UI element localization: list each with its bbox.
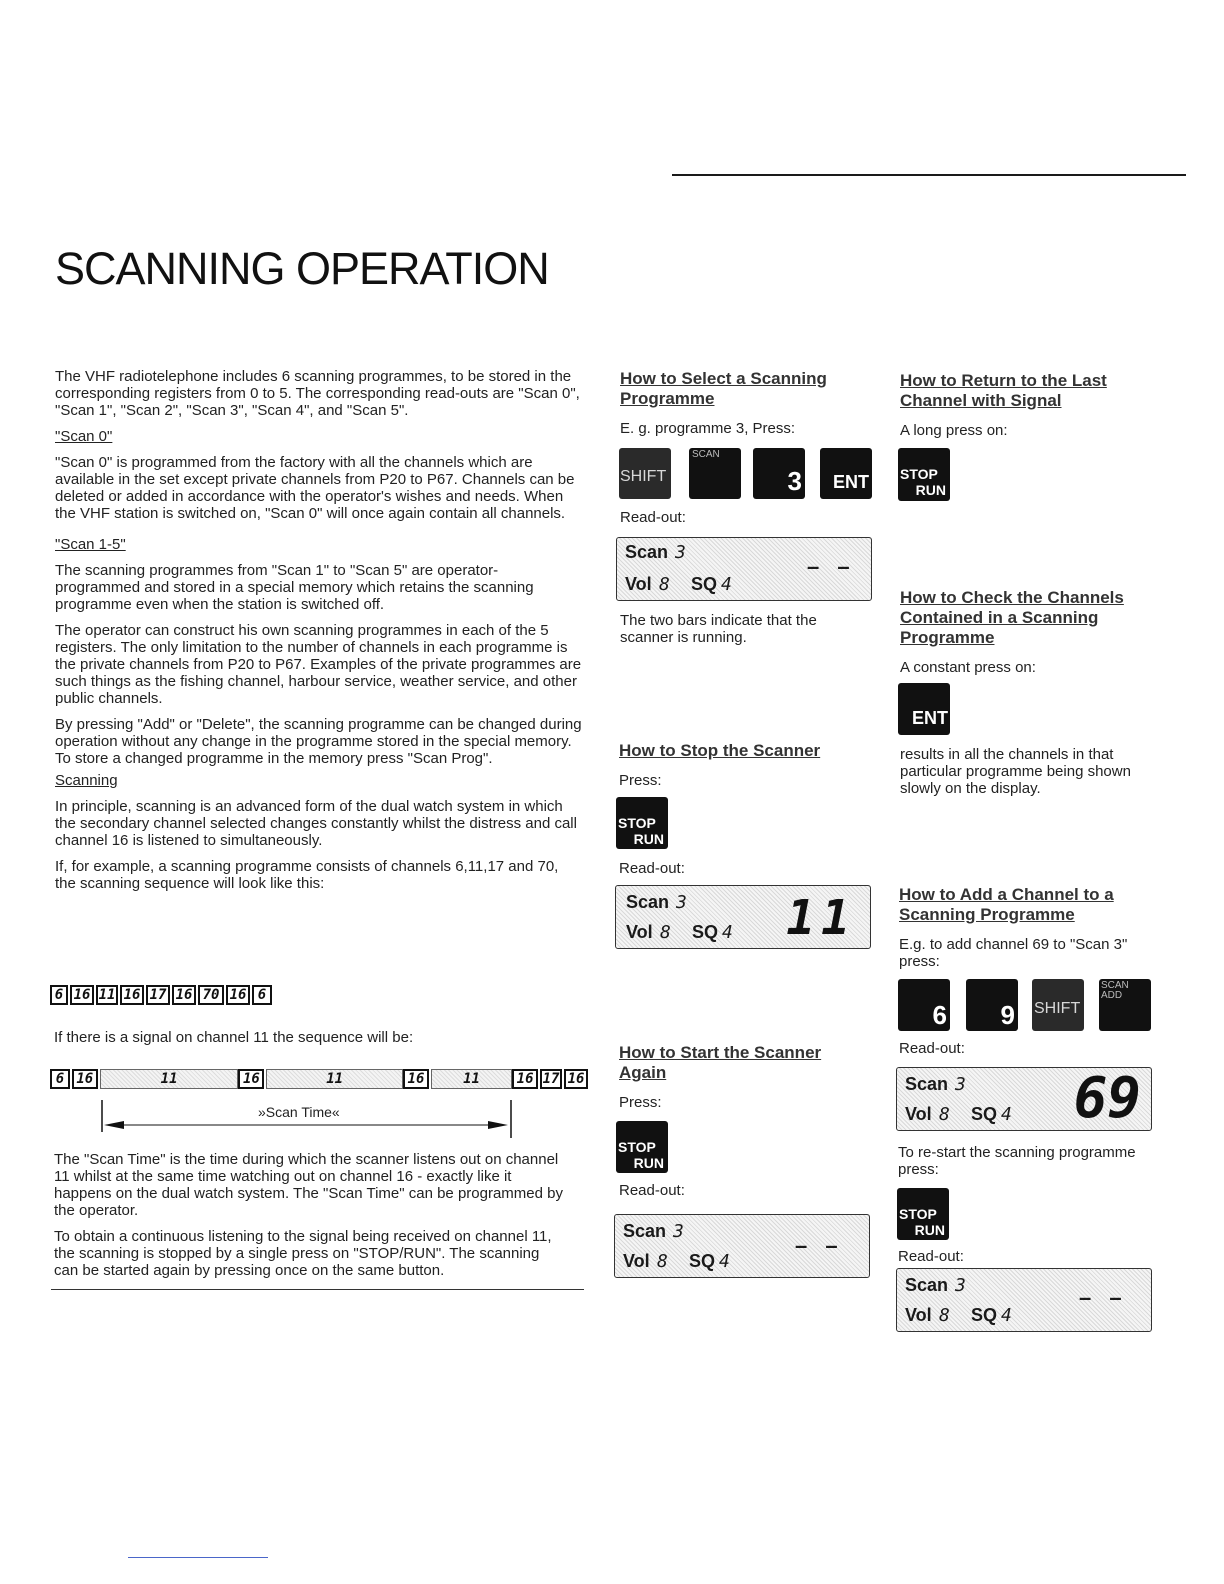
lcd-vol-number: 8 <box>939 1104 950 1125</box>
three-key[interactable]: 3 <box>753 448 805 499</box>
top-rule <box>672 174 1186 176</box>
lcd-vol-label: Vol <box>626 922 653 942</box>
select-heading: How to Select a Scanning Programme <box>620 369 827 408</box>
lcd-scan-label: Scan <box>623 1221 667 1241</box>
lcd-display-3 <box>614 1214 870 1278</box>
lcd-scan-number: 3 <box>676 892 687 913</box>
scan15-heading: "Scan 1-5" <box>55 536 126 553</box>
seq2-cell: 16 <box>238 1069 264 1089</box>
add-section <box>899 885 1149 970</box>
scan15-paragraph-2: The operator can construct his own scanning programmes in each of the 5 registers. The only limitation to the number of channels in each programme is the private channels from P20 to P67. Examples of the private programmes are such things as the fishing channel, harbour service, weather service, and other public channels. <box>55 622 582 707</box>
return-section <box>900 371 1140 439</box>
seq2-listen-cell: 11 <box>266 1069 403 1089</box>
nine-key[interactable]: 9 <box>966 979 1018 1031</box>
lcd-sq-number: 4 <box>1001 1305 1012 1326</box>
lcd-display-4 <box>896 1067 1152 1131</box>
seq1-cell: 6 <box>50 985 68 1005</box>
stop-press-label: Press: <box>619 772 662 789</box>
lcd-scan-number: 3 <box>675 542 686 563</box>
check-heading: How to Check the Channels Contained in a Scanning Programme <box>900 588 1124 647</box>
lcd-display-2 <box>615 885 871 949</box>
stop-run-key[interactable]: STOP RUN <box>897 1188 949 1240</box>
select-example: E. g. programme 3, Press: <box>620 420 796 437</box>
lcd-scan-number: 3 <box>955 1074 966 1095</box>
stop-section <box>619 741 859 789</box>
seq2-cell: 16 <box>403 1069 429 1089</box>
scanning-heading: Scanning <box>55 772 118 789</box>
readout-label-4: Read-out: <box>899 1040 965 1057</box>
lcd-scan-label: Scan <box>905 1074 949 1094</box>
readout-label-3: Read-out: <box>619 1182 685 1199</box>
signal-paragraph: If there is a signal on channel 11 the sequence will be: <box>54 1029 414 1046</box>
check-section <box>900 588 1150 676</box>
lcd-vol-label: Vol <box>625 574 652 594</box>
scan-sequence-normal <box>50 983 274 1007</box>
long-press-label: A long press on: <box>900 422 1008 439</box>
scan-sequence-with-signal <box>50 1067 590 1091</box>
scan-time-paragraphs <box>54 1151 566 1288</box>
seq1-cell: 16 <box>120 985 144 1005</box>
seq1-cell: 6 <box>252 985 272 1005</box>
seq2-cell: 17 <box>540 1069 562 1089</box>
scanning-paragraph-1: In principle, scanning is an advanced form of the dual watch system in which the secondary channel selected changes constantly whilst the distress and call channel 16 is listened to simultaneously. <box>55 798 577 849</box>
lcd-channel-number: 69 <box>1073 1066 1141 1131</box>
scan0-heading: "Scan 0" <box>55 428 113 445</box>
seq1-cell: 16 <box>172 985 196 1005</box>
results-paragraph: results in all the channels in that particular programme being shown slowly on the display. <box>900 746 1131 797</box>
scantime-paragraph-1: The "Scan Time" is the time during which the scanner listens out on channel 11 whilst at the same time watching out on channel 16 - exactly like it happens on the dual watch system. The "Scan Time" can be programmed by the operator. <box>54 1151 563 1219</box>
lcd-scan-label: Scan <box>626 892 670 912</box>
shift-key[interactable]: SHIFT <box>619 448 671 499</box>
lcd-sq-label: SQ <box>971 1305 998 1325</box>
lcd-vol-label: Vol <box>905 1305 932 1325</box>
seq2-cell: 16 <box>512 1069 538 1089</box>
seq1-cell: 16 <box>226 985 250 1005</box>
lcd-display-5 <box>896 1268 1152 1332</box>
intro-paragraph: The VHF radiotelephone includes 6 scanning programmes, to be stored in the corresponding registers from 0 to 5. The corresponding read-outs are "Scan 0", "Scan 1", "Scan 2", "Scan 3", "Scan 4", and "Scan 5". <box>55 368 580 419</box>
seq1-cell: 11 <box>96 985 118 1005</box>
bars-explanation: The two bars indicate that the scanner is running. <box>620 612 817 646</box>
lcd-vol-number: 8 <box>660 922 671 943</box>
ent-key[interactable]: ENT <box>820 448 872 499</box>
lcd-channel-number: 11 <box>786 890 856 946</box>
scanning-paragraph-2: If, for example, a scanning programme consists of channels 6,11,17 and 70, the scanning sequence will look like this: <box>55 858 559 892</box>
readout-label-5: Read-out: <box>898 1248 964 1265</box>
lcd-sq-number: 4 <box>722 922 733 943</box>
scan-add-key[interactable]: SCAN ADD <box>1099 979 1151 1031</box>
scan-time-indicator <box>100 1098 514 1140</box>
seq1-cell: 16 <box>70 985 94 1005</box>
return-heading: How to Return to the Last Channel with Signal <box>900 371 1107 410</box>
seq1-cell: 17 <box>146 985 170 1005</box>
lcd-running-bars: – – <box>1079 1285 1128 1310</box>
scantime-paragraph-2: To obtain a continuous listening to the signal being received on channel 11, the scanning is stopped by a single press on "STOP/RUN". The scanning can be started again by pressing once on the same button. <box>54 1228 552 1279</box>
lcd-vol-label: Vol <box>905 1104 932 1124</box>
lcd-scan-label: Scan <box>625 542 669 562</box>
add-example: E.g. to add channel 69 to "Scan 3" press: <box>899 936 1128 970</box>
seq2-cell: 16 <box>564 1069 588 1089</box>
readout-label-1: Read-out: <box>620 509 686 526</box>
shift-key[interactable]: SHIFT <box>1032 979 1084 1031</box>
left-bottom-rule <box>51 1289 584 1290</box>
lcd-sq-label: SQ <box>689 1251 716 1271</box>
start-section <box>619 1043 859 1111</box>
lcd-sq-number: 4 <box>1001 1104 1012 1125</box>
lcd-scan-label: Scan <box>905 1275 949 1295</box>
stop-heading: How to Stop the Scanner <box>619 741 821 760</box>
ent-key[interactable]: ENT <box>898 683 950 735</box>
restart-paragraph: To re-start the scanning programme press: <box>898 1144 1136 1178</box>
lcd-sq-number: 4 <box>721 574 732 595</box>
seq2-listen-cell: 11 <box>100 1069 239 1089</box>
lcd-running-bars: – – <box>807 554 856 579</box>
lcd-vol-number: 8 <box>939 1305 950 1326</box>
stop-run-key[interactable]: STOP RUN <box>616 1121 668 1173</box>
lcd-vol-number: 8 <box>657 1251 668 1272</box>
start-heading: How to Start the Scanner Again <box>619 1043 822 1082</box>
scan15-paragraph-1: The scanning programmes from "Scan 1" to "Scan 5" are operator-programmed and stored in a special memory which retains the scanning programme even when the station is switched off. <box>55 562 534 613</box>
select-section <box>620 369 850 437</box>
seq1-cell: 70 <box>198 985 224 1005</box>
scan-key[interactable]: SCAN <box>689 448 741 499</box>
constant-press-label: A constant press on: <box>900 659 1036 676</box>
readout-label-2: Read-out: <box>619 860 685 877</box>
scan15-paragraph-3: By pressing "Add" or "Delete", the scanning programme can be changed during operation without any change in the programme stored in the special memory. To store a changed programme in the memory press "Scan Prog". <box>55 716 582 767</box>
stop-run-key[interactable]: STOP RUN <box>616 797 668 849</box>
scan0-paragraph: "Scan 0" is programmed from the factory with all the channels which are available in the set except private channels from P20 to P67. Channels can be deleted or added in accordance with the operator's wishes and needs. When the VHF station is switched on, "Scan 0" will once again contain all channels. <box>55 454 575 522</box>
seq2-cell: 6 <box>50 1069 70 1089</box>
lcd-vol-number: 8 <box>659 574 670 595</box>
scan-time-label: »Scan Time« <box>258 1104 340 1120</box>
stop-run-key[interactable]: STOP RUN <box>898 448 950 501</box>
start-press-label: Press: <box>619 1094 662 1111</box>
seq2-cell: 16 <box>72 1069 98 1089</box>
lcd-vol-label: Vol <box>623 1251 650 1271</box>
six-key[interactable]: 6 <box>898 979 950 1031</box>
lcd-sq-label: SQ <box>691 574 718 594</box>
lcd-running-bars: – – <box>795 1233 844 1258</box>
add-heading: How to Add a Channel to a Scanning Programme <box>899 885 1114 924</box>
lcd-sq-label: SQ <box>971 1104 998 1124</box>
seq2-listen-cell: 11 <box>431 1069 512 1089</box>
lcd-sq-number: 4 <box>719 1251 730 1272</box>
footer-rule <box>128 1557 268 1558</box>
lcd-scan-number: 3 <box>955 1275 966 1296</box>
left-column <box>55 368 583 901</box>
lcd-sq-label: SQ <box>692 922 719 942</box>
lcd-display-1 <box>616 537 872 601</box>
page-title: SCANNING OPERATION <box>55 243 549 294</box>
lcd-scan-number: 3 <box>673 1221 684 1242</box>
